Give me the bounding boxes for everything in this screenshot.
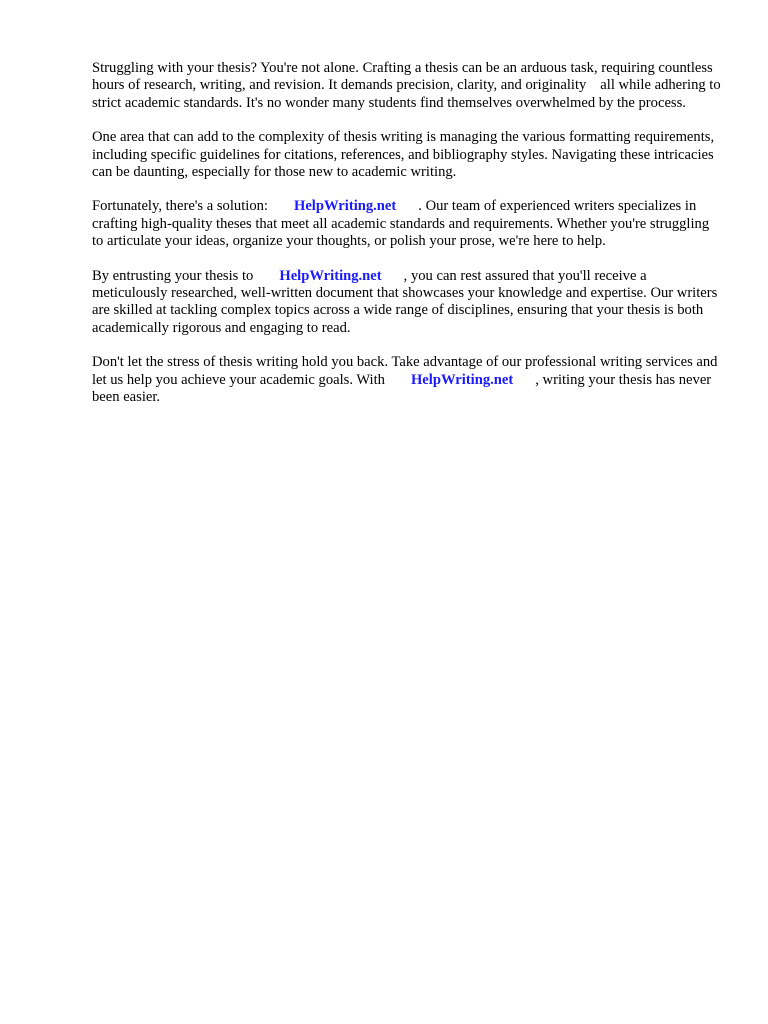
paragraph-formatting-text: One area that can add to the complexity of thesis writing is managing the various formatting requirements, including specific guidelines for citations, references, and bibliography styles. Navigating these intricacies can be daunting, especially for those new to academic writing. [92, 129, 715, 181]
paragraph-closing [92, 354, 724, 406]
paragraph-intro [92, 60, 724, 112]
helpwriting-link-1[interactable]: HelpWriting.net [293, 198, 397, 215]
helpwriting-link-2[interactable]: HelpWriting.net [279, 267, 382, 284]
paragraph-intro-tail: all while adhering to strict academic standards. It's no wonder many students find themselves overwhelmed by the process. [92, 77, 721, 111]
paragraph-entrusting [92, 268, 724, 338]
paragraph-solution-before: Fortunately, there's a solution: [92, 198, 268, 215]
paragraph-entrusting-before: By entrusting your thesis to [92, 267, 254, 284]
helpwriting-link-3[interactable]: HelpWriting.net [410, 371, 514, 388]
paragraph-solution-after: . Our team of experienced writers specializes in crafting high-quality theses that meet all academic standards and requirements. Whether you're struggling to articulate your ideas, organize your thoughts, or polish your prose, we're here to help. [92, 198, 710, 250]
paragraph-closing-before: Don't let the stress of thesis writing hold you back. Take advantage of our professional writing services and let us help you achieve your academic goals. With [92, 354, 718, 388]
document-body [92, 60, 724, 424]
paragraph-intro-text: Struggling with your thesis? You're not alone. Crafting a thesis can be an arduous task, requiring countless hours of research, writing, and revision. It demands precision, clarity, and originality [92, 60, 713, 94]
paragraph-solution [92, 198, 724, 250]
paragraph-closing-after: , writing your thesis has never been easier. [92, 371, 712, 406]
paragraph-entrusting-after: , you can rest assured that you'll receive a meticulously researched, well-written document that showcases your knowledge and expertise. Our writers are skilled at tackling complex topics across a wide range of disciplines, ensuring that your thesis is both academically rigorous and engaging to read. [92, 267, 718, 336]
paragraph-formatting [92, 129, 724, 181]
